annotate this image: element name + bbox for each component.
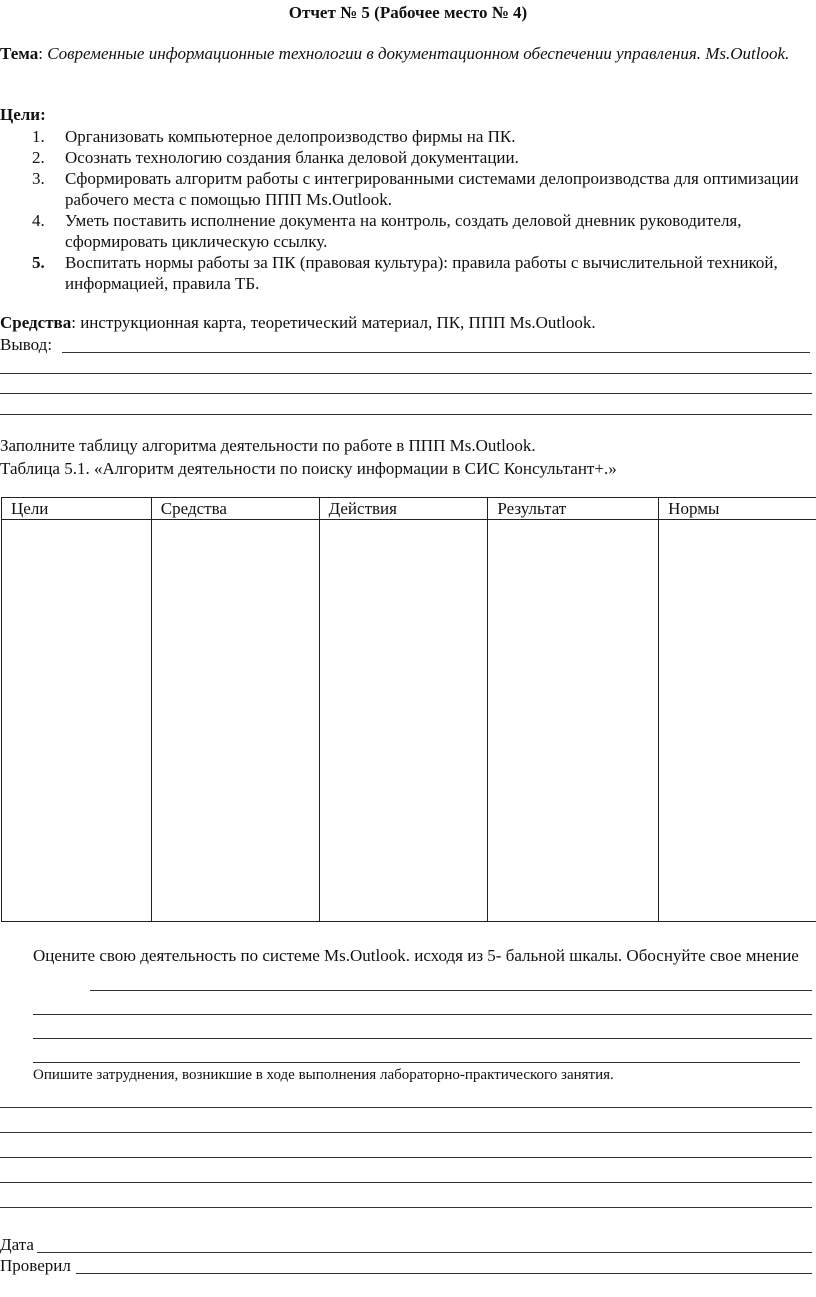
date-line[interactable] (37, 1252, 812, 1253)
evaluation-line[interactable] (33, 1014, 812, 1015)
item-text: Уметь поставить исполнение документа на контроль, создать деловой дневник руководителя, сформировать циклическую ссылку. (65, 211, 742, 251)
item-text: Организовать компьютерное делопроизводство фирмы на ПК. (65, 127, 516, 146)
list-item (0, 147, 810, 168)
difficulties-prompt: Опишите затруднения, возникшие в ходе выполнения лабораторно-практического занятия. (33, 1067, 614, 1083)
list-item (0, 210, 810, 252)
report-title: Отчет № 5 (Рабочее место № 4) (288, 3, 528, 22)
item-number: 5. (32, 253, 45, 272)
table-cell[interactable] (659, 520, 816, 922)
item-text: Сформировать алгоритм работы с интегрированными системами делопроизводства для оптимизации рабочего места с помощью ППП Ms.Outlook. (65, 169, 799, 209)
difficulties-line[interactable] (0, 1132, 812, 1133)
table-instruction: Заполните таблицу алгоритма деятельности по работе в ППП Ms.Outlook. (0, 436, 536, 455)
checked-label: Проверил (0, 1256, 71, 1275)
item-text: Осознать технологию создания бланка деловой документации. (65, 148, 519, 167)
column-header: Результат (488, 498, 659, 520)
evaluation-line[interactable] (33, 1062, 800, 1063)
date-label: Дата (0, 1235, 34, 1254)
list-item (0, 126, 810, 147)
algorithm-table (1, 497, 816, 922)
difficulties-line[interactable] (0, 1207, 812, 1208)
column-header: Действия (319, 498, 488, 520)
column-header: Средства (151, 498, 319, 520)
means-label: Средства (0, 313, 72, 332)
conclusion-line[interactable] (0, 393, 812, 394)
item-number: 1. (32, 127, 45, 146)
goals-heading: Цели: (0, 105, 46, 124)
difficulties-line[interactable] (0, 1157, 812, 1158)
table-header-row (2, 498, 816, 520)
difficulties-line[interactable] (0, 1182, 812, 1183)
column-header: Нормы (659, 498, 816, 520)
item-number: 4. (32, 211, 45, 230)
difficulties-line[interactable] (0, 1107, 812, 1108)
conclusion-line[interactable] (0, 373, 812, 374)
table-cell[interactable] (319, 520, 488, 922)
table-cell[interactable] (151, 520, 319, 922)
topic-label: Тема (0, 44, 39, 63)
topic (0, 43, 814, 65)
table-cell[interactable] (488, 520, 659, 922)
list-item (0, 252, 810, 294)
list-item (0, 168, 810, 210)
evaluation-line[interactable] (90, 990, 812, 991)
table-cell[interactable] (2, 520, 152, 922)
conclusion-label: Вывод: (0, 335, 53, 354)
conclusion-line[interactable] (0, 414, 812, 415)
item-number: 3. (32, 169, 45, 188)
item-text: Воспитать нормы работы за ПК (правовая культура): правила работы с вычислительной техникой, информацией, правила ТБ. (65, 253, 778, 293)
table-caption: Таблица 5.1. «Алгоритм деятельности по поиску информации в СИС Консультант+.» (0, 459, 617, 478)
topic-text: Современные информационные технологии в документационном обеспечении управления. Ms.Outlook. (47, 44, 790, 63)
conclusion-line[interactable] (62, 352, 810, 353)
table-row (2, 520, 816, 922)
column-header: Цели (2, 498, 152, 520)
topic-separator: : (38, 44, 43, 63)
means (0, 313, 596, 333)
item-number: 2. (32, 148, 45, 167)
evaluation-line[interactable] (33, 1038, 812, 1039)
evaluation-prompt: Оцените свою деятельность по системе Ms.Outlook. исходя из 5- бальной шкалы. Обоснуйте свое мнение (33, 946, 799, 965)
checked-line[interactable] (76, 1273, 812, 1274)
means-text: : инструкционная карта, теоретический материал, ПК, ППП Ms.Outlook. (71, 313, 596, 332)
goals-list (0, 126, 810, 294)
